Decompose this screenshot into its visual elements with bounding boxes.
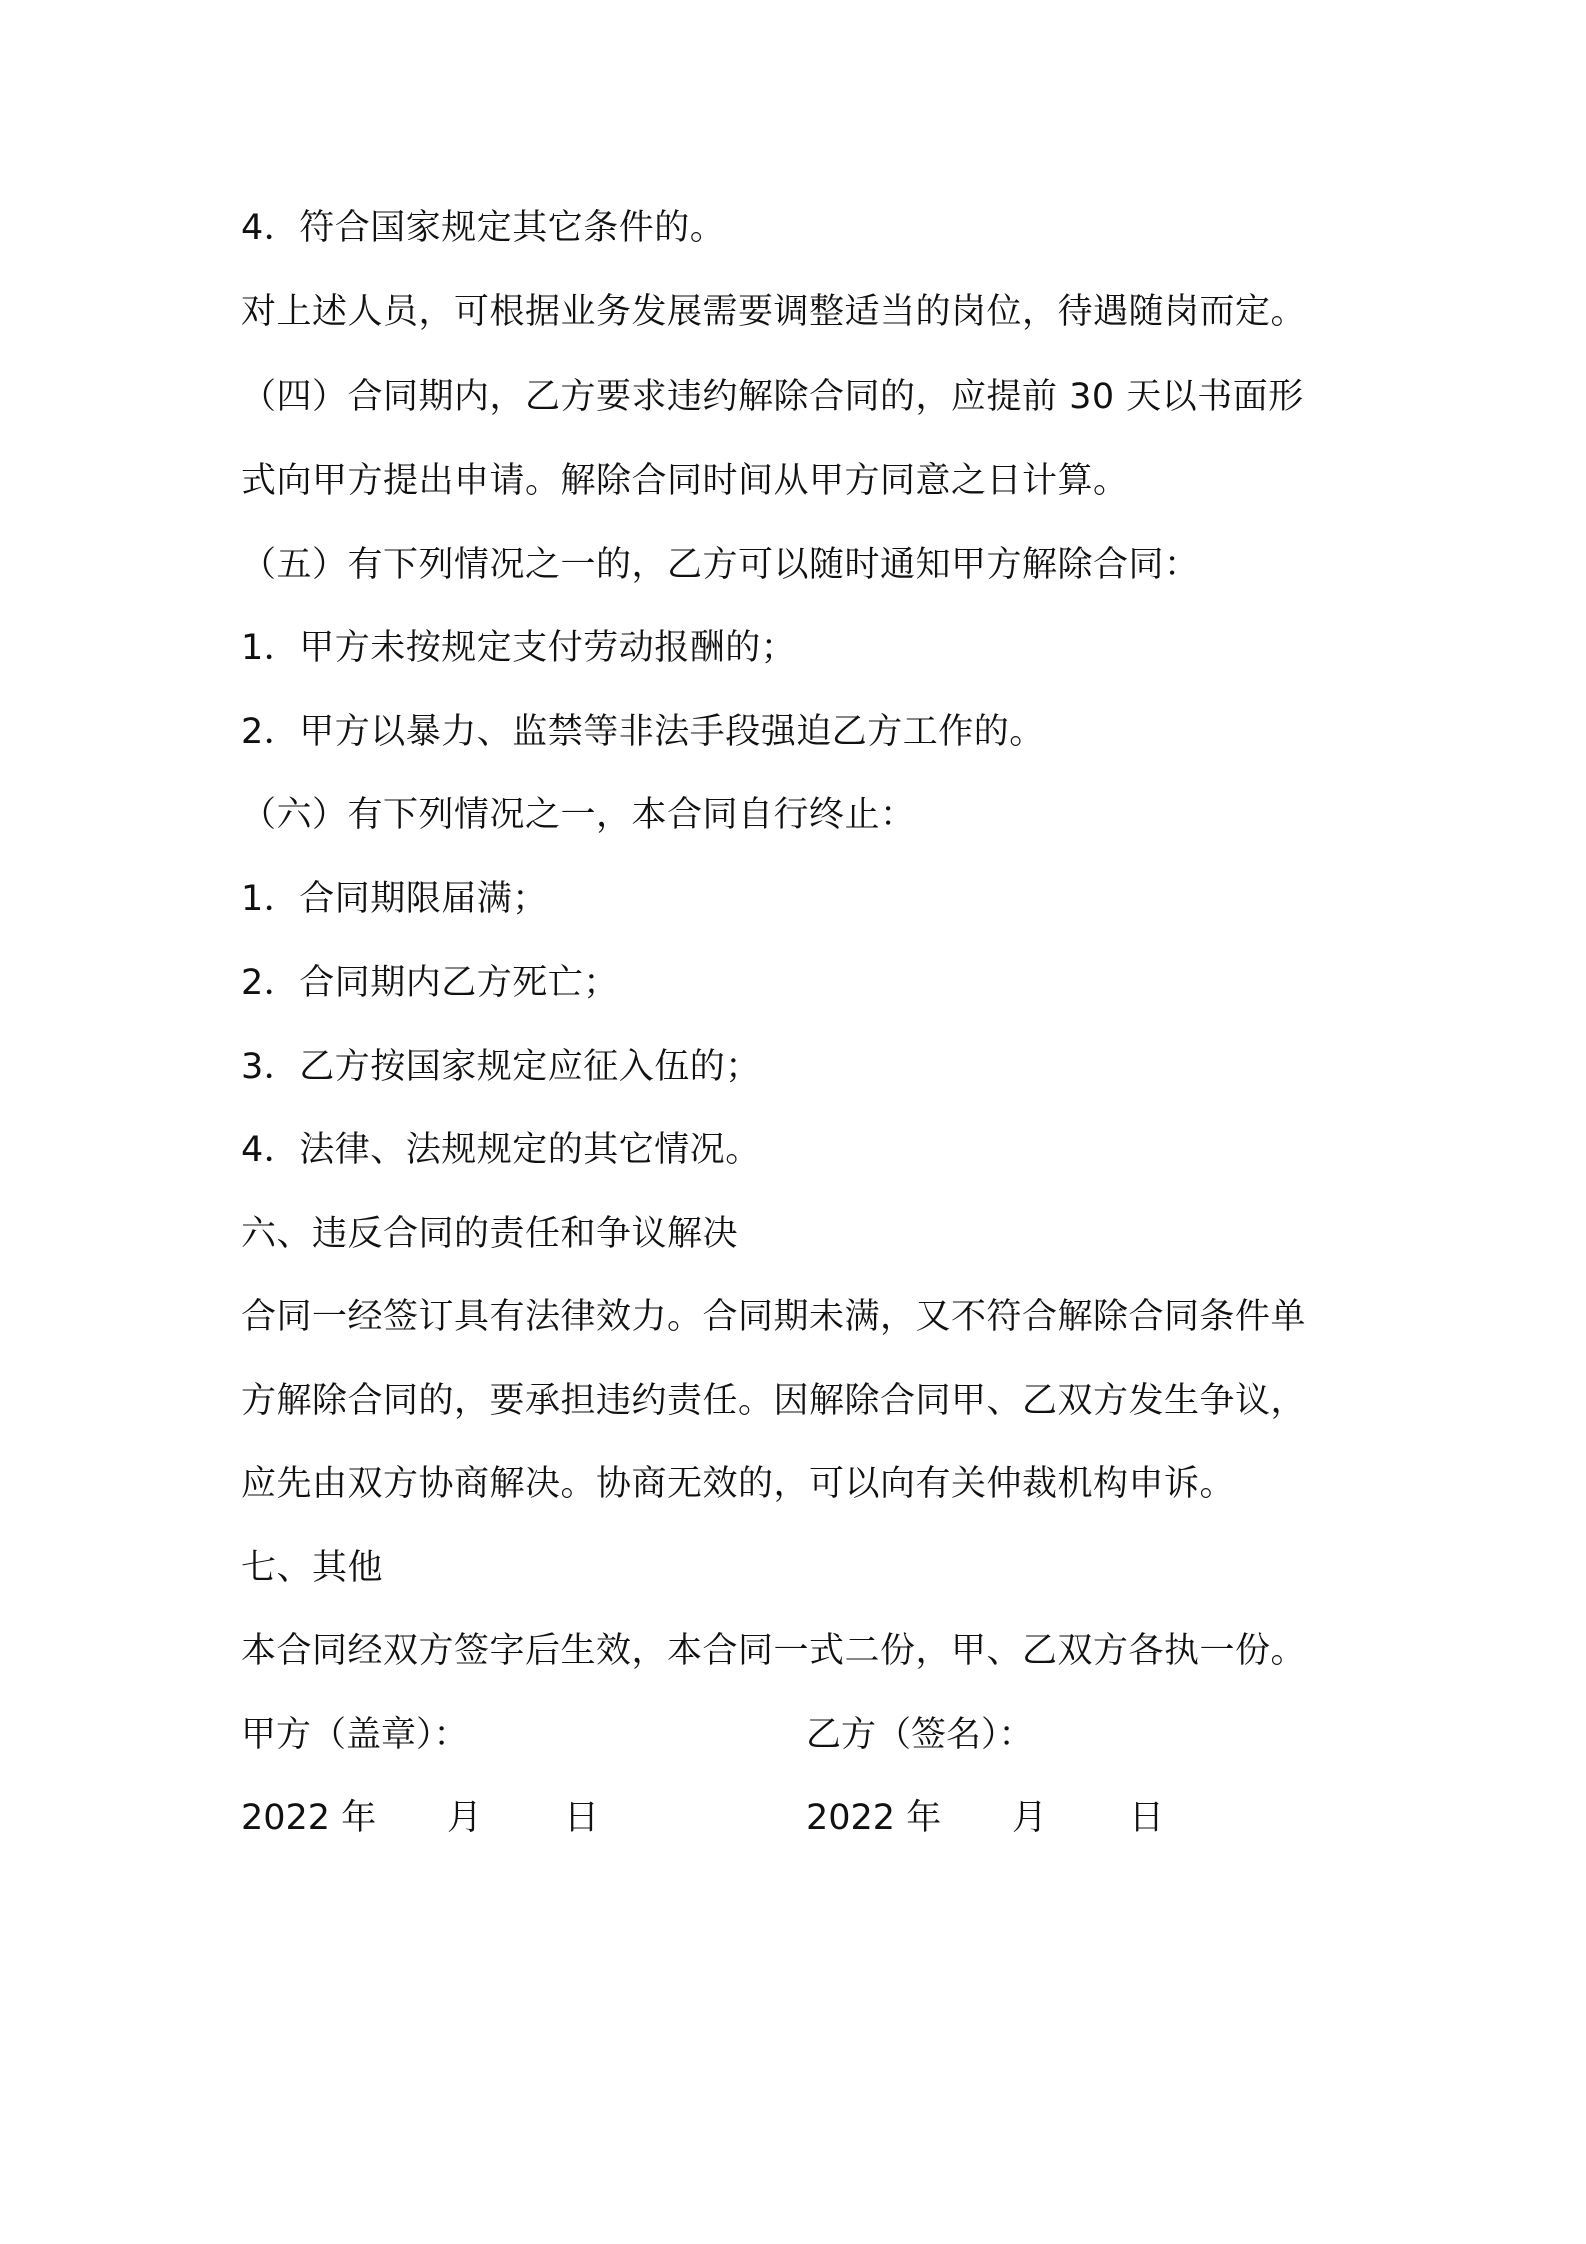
party-a-date-year: 2022 年: [241, 1798, 377, 1838]
party-b-label: 乙方（签名）：: [806, 1715, 1034, 1755]
clause-line: 方解除合同的，要承担违约责任。因解除合同甲、乙双方发生争议，: [241, 1381, 1307, 1421]
party-b-date-day: 日: [1129, 1798, 1165, 1838]
party-a-date-day: 日: [564, 1798, 600, 1838]
clause-line: 本合同经双方签字后生效，本合同一式二份，甲、乙双方各执一份。: [241, 1631, 1307, 1671]
party-b-date-month: 月: [1012, 1798, 1048, 1838]
clause-line: 式向甲方提出申请。解除合同时间从甲方同意之日计算。: [241, 461, 1129, 501]
section-heading: 六、违反合同的责任和争议解决: [241, 1214, 739, 1254]
clause-line: 1．合同期限届满；: [241, 879, 548, 919]
section-heading: 七、其他: [241, 1548, 384, 1588]
clause-line: 1．甲方未按规定支付劳动报酬的；: [241, 628, 797, 668]
party-a-label: 甲方（盖章）：: [241, 1715, 469, 1755]
clause-line: 2．甲方以暴力、监禁等非法手段强迫乙方工作的。: [241, 712, 1045, 752]
clause-line: 3．乙方按国家规定应征入伍的；: [241, 1047, 761, 1087]
clause-line: 2．合同期内乙方死亡；: [241, 963, 619, 1003]
clause-line: 对上述人员，可根据业务发展需要调整适当的岗位，待遇随岗而定。: [241, 292, 1307, 332]
clause-line: 合同一经签订具有法律效力。合同期未满，又不符合解除合同条件单: [241, 1297, 1307, 1337]
party-a-date-month: 月: [447, 1798, 483, 1838]
clause-line: （四）合同期内，乙方要求违约解除合同的，应提前 30 天以书面形: [241, 377, 1304, 417]
clause-line: 应先由双方协商解决。协商无效的，可以向有关仲裁机构申诉。: [241, 1464, 1236, 1504]
signature-labels: [241, 1711, 1361, 1759]
signature-dates: [241, 1794, 1361, 1842]
clause-line: 4．法律、法规规定的其它情况。: [241, 1130, 761, 1170]
clause-line: （六）有下列情况之一，本合同自行终止：: [241, 795, 916, 835]
party-b-date-year: 2022 年: [806, 1798, 942, 1838]
clause-line: （五）有下列情况之一的，乙方可以随时通知甲方解除合同：: [241, 545, 1200, 585]
clause-line: 4．符合国家规定其它条件的。: [241, 208, 726, 248]
